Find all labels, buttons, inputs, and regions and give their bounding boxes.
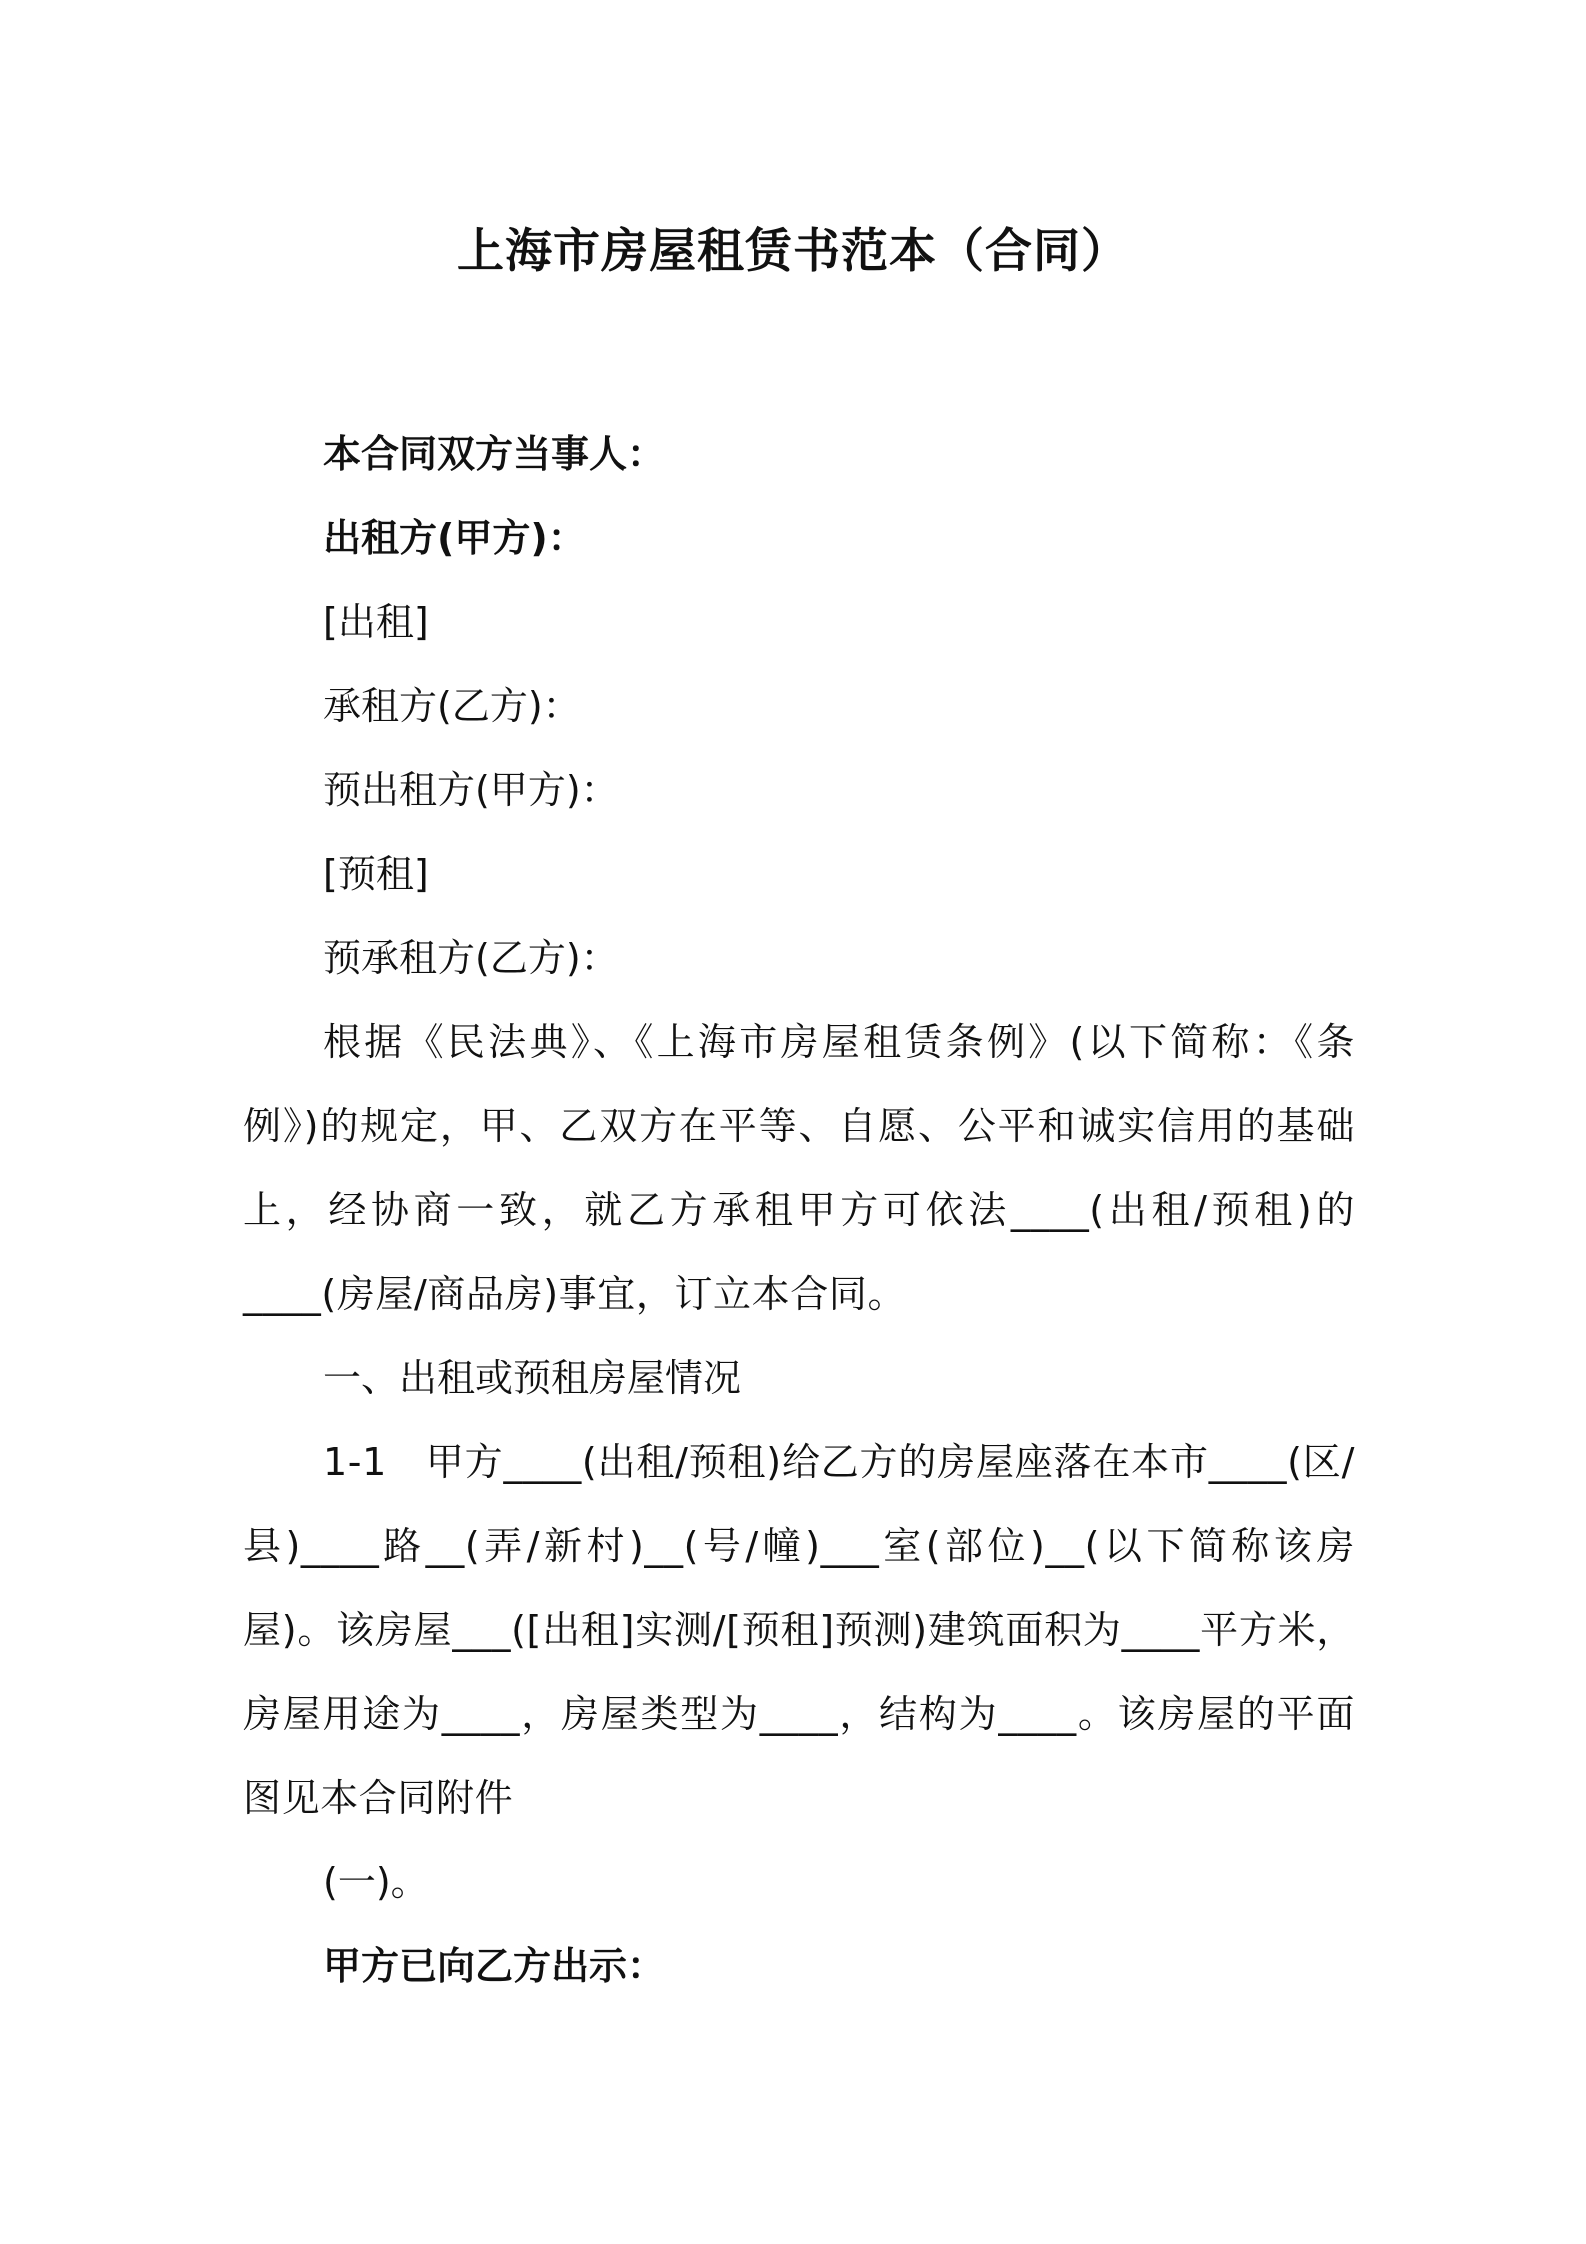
shown-heading: 甲方已向乙方出示：: [323, 1944, 666, 1988]
parties-heading: 本合同双方当事人：: [323, 432, 666, 476]
document-title: 上海市房屋租赁书范本（合同）: [457, 224, 1129, 279]
clause-1-1: 1-1 甲方____(出租/预租)给乙方的房屋座落在本市____(区/县)____路__(弄/新村)__(号/幢)___室(部位)__(以下简称该房屋)。该房屋___([出租]实测/[预租]预测)建筑面积为____平方米，房屋用途为____，房屋类型为____，结构为____。该房屋的平面图见本合同附件: [243, 1440, 1355, 1820]
preamble-paragraph: 根据《民法典》、《上海市房屋租赁条例》(以下简称：《条例》)的规定，甲、乙双方在平等、自愿、公平和诚实信用的基础上，经协商一致，就乙方承租甲方可依法____(出租/预租)的____(房屋/商品房)事宜，订立本合同。: [243, 1020, 1355, 1316]
lessor-label: 出租方(甲方)：: [323, 516, 586, 560]
pre-lessor-label: 预出租方(甲方)：: [323, 768, 619, 812]
document-body: [243, 412, 1355, 2008]
rent-tag: [出租]: [323, 600, 429, 644]
section-1-heading: 一、出租或预租房屋情况: [323, 1356, 742, 1400]
lessee-label: 承租方(乙方)：: [323, 684, 581, 728]
attachment-reference: (一)。: [323, 1860, 429, 1904]
pre-lessee-label: 预承租方(乙方)：: [323, 936, 619, 980]
prerent-tag: [预租]: [323, 852, 429, 896]
